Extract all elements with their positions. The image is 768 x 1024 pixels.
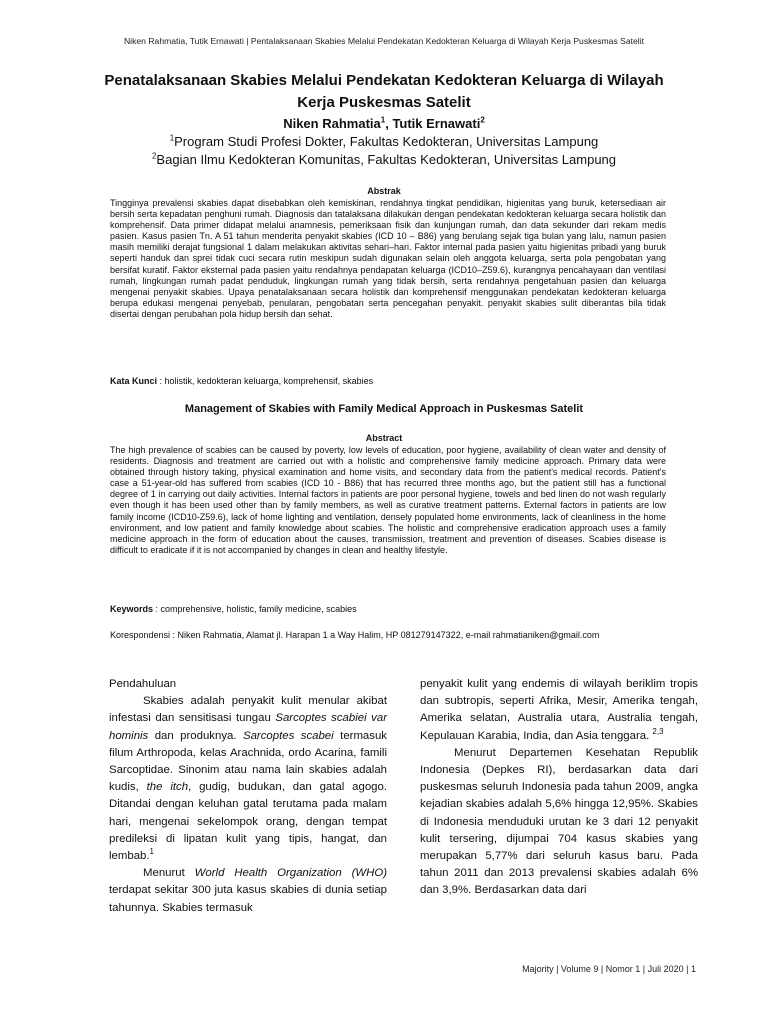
species-name: Sarcoptes scabei	[243, 729, 334, 742]
body-column-right	[420, 676, 698, 900]
abstract-heading-en: Abstract	[365, 433, 403, 443]
author-name: Tutik Ernawati	[392, 116, 481, 131]
italic-term: World Health Organization (WHO)	[194, 867, 387, 880]
text-run: penyakit kulit yang endemis di wilayah beriklim tropis dan subtropis, seperti Afrika, Mesir, Amerika tengah, Amerika selatan, Australia utara, Australia tengah, Kepulauan Karabia, India, dan Asia tenggara.	[420, 678, 698, 742]
abstract-text-id: Tingginya prevalensi skabies dapat disebabkan oleh kemiskinan, rendahnya tingkat pendidikan, higienitas yang buruk, ketersediaan air bersih serta kepadatan penghuni rumah. Diagnosis dan tatalaksana dilakukan dengan pendekatan kedokteran keluarga secara holistik dan komprehensif. Data primer didapat melalui anamnesis, pemeriksaan fisik dan kunjungan rumah, dan data sekunder dari rekam medis pasien. Kasus pasien Tn. A 51 tahun menderita penyakit skabies (ICD 10 – B86) yang berulang sejak tiga bulan yang lalu, namun pasien masih memiliki derajat fungsional 1 dalam melakukan aktivitas sehari–hari. Faktor internal pada pasien yaitu higienitas pribadi yang buruk seperti handuk dan sprei tidak cuci secara rutin meskipun sudah digunakan selain oleh anggota keluarga, serta pola pengobatan yang bersifat kuratif. Faktor eksternal pada pasien yaitu rendahnya pendapatan keluarga (ICD10–Z59.6), kurangnya pencahayaan dan ventilasi rumah, lingkungan rumah padat penduduk, lingkungan rumah yang tidak bersih, serta rendahnya pengetahuan pasien dan keluarga mengenai penyakit skabies. Upaya penatalaksanaan secara holistik dan komprehensif menggunakan pendekatan kedokteran keluarga berupa edukasi mengenai penyebab, penularan, pengobatan serta pencegahan penyakit. penyakit skabies sulit diberantas bila tidak disertai dengan perubahan pola hidup bersih dan sehat.	[110, 198, 666, 319]
body-column-left	[109, 676, 387, 917]
keywords-label: Keywords	[110, 604, 154, 614]
keywords-en	[110, 604, 666, 614]
body-paragraph	[420, 676, 698, 745]
text-run: , gudig, budukan, dan gatal agogo. Ditandai dengan keluhan gatal terutama pada malam hari, mengenai sekelompok orang, dengan tempat predileksi di lipatan kulit yang tipis, hangat, dan lembab.	[109, 781, 388, 863]
italic-term: the itch	[146, 781, 189, 794]
text-run: terdapat sekitar 300 juta kasus skabies di dunia setiap tahunnya. Skabies termasuk	[109, 884, 387, 914]
page-footer: Majority | Volume 9 | Nomor 1 | Juli 2020 | 1	[522, 964, 696, 974]
affiliation-text: Bagian Ilmu Kedokteran Komunitas, Fakultas Kedokteran, Universitas Lampung	[156, 152, 617, 167]
keywords-list: : holistik, kedokteran keluarga, komprehensif, skabies	[157, 376, 374, 386]
citation-marker: 2,3	[652, 726, 664, 736]
english-title: Management of Skabies with Family Medical Approach in Puskesmas Satelit	[184, 403, 584, 415]
affiliation-marker: 1	[169, 133, 175, 143]
body-paragraph	[109, 693, 387, 865]
keywords-list: : comprehensive, holistic, family medicine, scabies	[153, 604, 357, 614]
affiliation	[0, 134, 768, 149]
text-run: Skabies adalah penyakit kulit menular akibat infestasi dan sensitisasi tungau	[109, 695, 387, 725]
affiliation-text: Program Studi Profesi Dokter, Fakultas Kedokteran, Universitas Lampung	[174, 134, 599, 149]
citation-marker: 1	[149, 847, 154, 857]
abstract-heading-id: Abstrak	[367, 186, 401, 196]
body-paragraph	[109, 865, 387, 917]
paper-title: Penatalaksanaan Skabies Melalui Pendekatan Kedokteran Keluarga di Wilayah Kerja Puskesmas Satelit	[104, 72, 664, 111]
body-paragraph: Menurut Departemen Kesehatan Republik Indonesia (Depkes RI), berdasarkan data dari puskesmas seluruh Indonesia pada tahun 2009, angka kejadian skabies adalah 5,6% hingga 12,95%. Skabies di Indonesia menduduki urutan ke 3 dari 12 penyakit kulit tersering, dijumpai 704 kasus skabies yang merupakan 5,77% dari seluruh kasus baru. Pada tahun 2011 dan 2013 prevalensi skabies adalah 6% dan 3,9%. Berdasarkan data dari	[420, 746, 698, 897]
section-title: Pendahuluan	[109, 678, 177, 690]
correspondence: Korespondensi : Niken Rahmatia, Alamat jl. Harapan 1 a Way Halim, HP 081279147322, e-mail rahmatianiken@gmail.com	[110, 630, 600, 640]
author-affil-marker: 1	[380, 115, 386, 125]
text-run: termasuk filum Arthropoda, kelas Arachnida, ordo Acarina, famili Sarcoptidae. Sinonim atau nama lain skabies adalah kudis,	[109, 729, 387, 794]
affiliation	[0, 152, 768, 167]
affiliation-marker: 2	[151, 151, 157, 161]
running-head: Niken Rahmatia, Tutik Ernawati | Pentalaksanaan Skabies Melalui Pendekatan Kedokteran Keluarga di Wilayah Kerja Puskesmas Satelit	[123, 36, 645, 46]
keywords-label: Kata Kunci	[110, 376, 158, 386]
abstract-text-en: The high prevalence of scabies can be caused by poverty, low levels of education, poor hygiene, availability of clean water and density of residents. Diagnosis and treatment are carried out with a holistic and comprehensive family medicine approach. Primary data were obtained through history taking, physical examination and home visits, and secondary data from the patient's medical records. Patient's case a 51-year-old has suffered from scabies (ICD 10 - B86) that has recurred three months ago, but the patient still has a functional degree of 1 in carrying out daily activities. Internal factors in patients are poor personal hygiene, towels and bed linen do not wash regularly even though it has been used other than by family members, as well as curative treatment patterns. External factors in patients are low family income (ICD10-Z59.6), lack of home lighting and ventilation, densely populated home environments, lack of cleanliness in the home environment, and low patient and family knowledge about scabies. The holistic and comprehensive eradication approach uses a family medicine approach in the form of education about the causes, transmission, treatment and prevention of diseases. Scabies disease is difficult to eradicate if it is not accompanied by changes in clean and healthy lifestyle.	[110, 445, 666, 555]
author-separator: ,	[385, 116, 393, 131]
author-affil-marker: 2	[480, 115, 485, 125]
author-list	[0, 116, 768, 131]
author-name: Niken Rahmatia	[283, 116, 381, 131]
keywords-id	[110, 376, 666, 386]
text-run: Menurut	[143, 867, 195, 880]
text-run: dan produknya.	[148, 729, 243, 742]
species-name: Sarcoptes scabiei var hominis	[109, 712, 387, 742]
